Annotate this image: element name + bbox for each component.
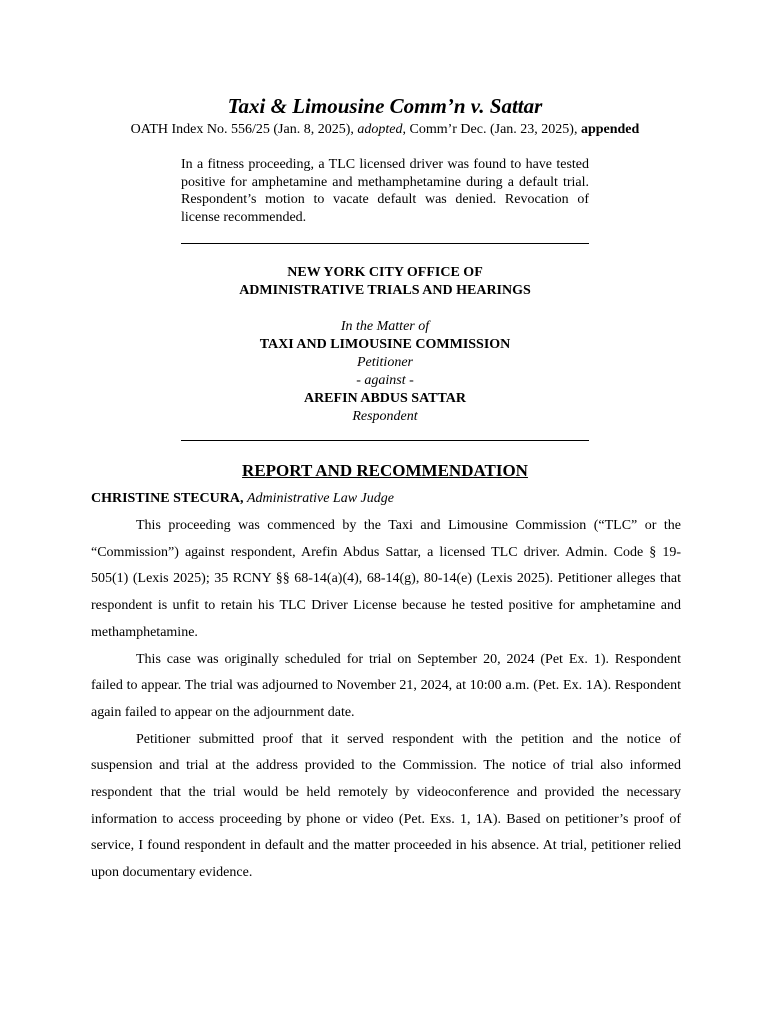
divider-bottom xyxy=(181,440,589,441)
report-heading: REPORT AND RECOMMENDATION xyxy=(242,461,528,480)
case-caption xyxy=(0,318,770,426)
body-paragraph: This case was originally scheduled for trial on September 20, 2024 (Pet Ex. 1). Respondent failed to appear. The trial was adjourned to November 21, 2024, at 10:00 a.m. (Pet. Ex. 1A). Respondent again failed to appear on the adjournment date. xyxy=(91,651,681,720)
case-citation xyxy=(0,121,770,139)
report-body xyxy=(91,513,681,887)
divider-top xyxy=(181,243,589,244)
agency-name xyxy=(0,264,770,300)
citation-index: OATH Index No. 556/25 (Jan. 8, 2025), xyxy=(130,122,358,137)
respondent-role: Respondent xyxy=(352,409,418,424)
petitioner-name: TAXI AND LIMOUSINE COMMISSION xyxy=(259,337,511,352)
judge-line xyxy=(91,490,394,508)
body-paragraph: This proceeding was commenced by the Taxi and Limousine Commission (“TLC” or the “Commission”) against respondent, Arefin Abdus Sattar, a licensed TLC driver. Admin. Code § 19-505(1) (Lexis 2025); 35 RCNY §§ 68-14(a)(4), 68-14(g), 80-14(e) (Lexis 2025). Petitioner alleges that respondent is unfit to retain his TLC Driver License because he tested positive for amphetamine and methamphetamine. xyxy=(91,518,681,640)
judge-title: Administrative Law Judge xyxy=(246,491,394,506)
case-summary: In a fitness proceeding, a TLC licensed driver was found to have tested positive for amphetamine and methamphetamine during a default trial. Respondent’s motion to vacate default was denied. Revocation of license recommended. xyxy=(181,157,589,225)
citation-commissioner-decision: , Comm’r Dec. (Jan. 23, 2025), xyxy=(402,122,581,137)
citation-adopted: adopted xyxy=(357,122,403,137)
petitioner-role: Petitioner xyxy=(357,355,413,370)
against-label: - against - xyxy=(356,373,414,388)
case-title: Taxi & Limousine Comm’n v. Sattar xyxy=(227,94,543,118)
respondent-name: AREFIN ABDUS SATTAR xyxy=(303,391,467,406)
agency-line-2: ADMINISTRATIVE TRIALS AND HEARINGS xyxy=(239,283,531,298)
citation-appended-link[interactable]: appended xyxy=(580,122,640,137)
body-paragraph: Petitioner submitted proof that it served respondent with the petition and the notice of suspension and trial at the address provided to the Commission. The notice of trial also informed respondent that the trial would be held remotely by videoconference and provided the necessary information to access proceeding by phone or video (Pet. Exs. 1, 1A). Based on petitioner’s proof of service, I found respondent in default and the matter proceeded in his absence. At trial, petitioner relied upon documentary evidence. xyxy=(91,731,681,881)
judge-name: CHRISTINE STECURA, xyxy=(91,491,244,506)
agency-line-1: NEW YORK CITY OFFICE OF xyxy=(287,265,483,280)
in-the-matter-of: In the Matter of xyxy=(340,319,430,334)
